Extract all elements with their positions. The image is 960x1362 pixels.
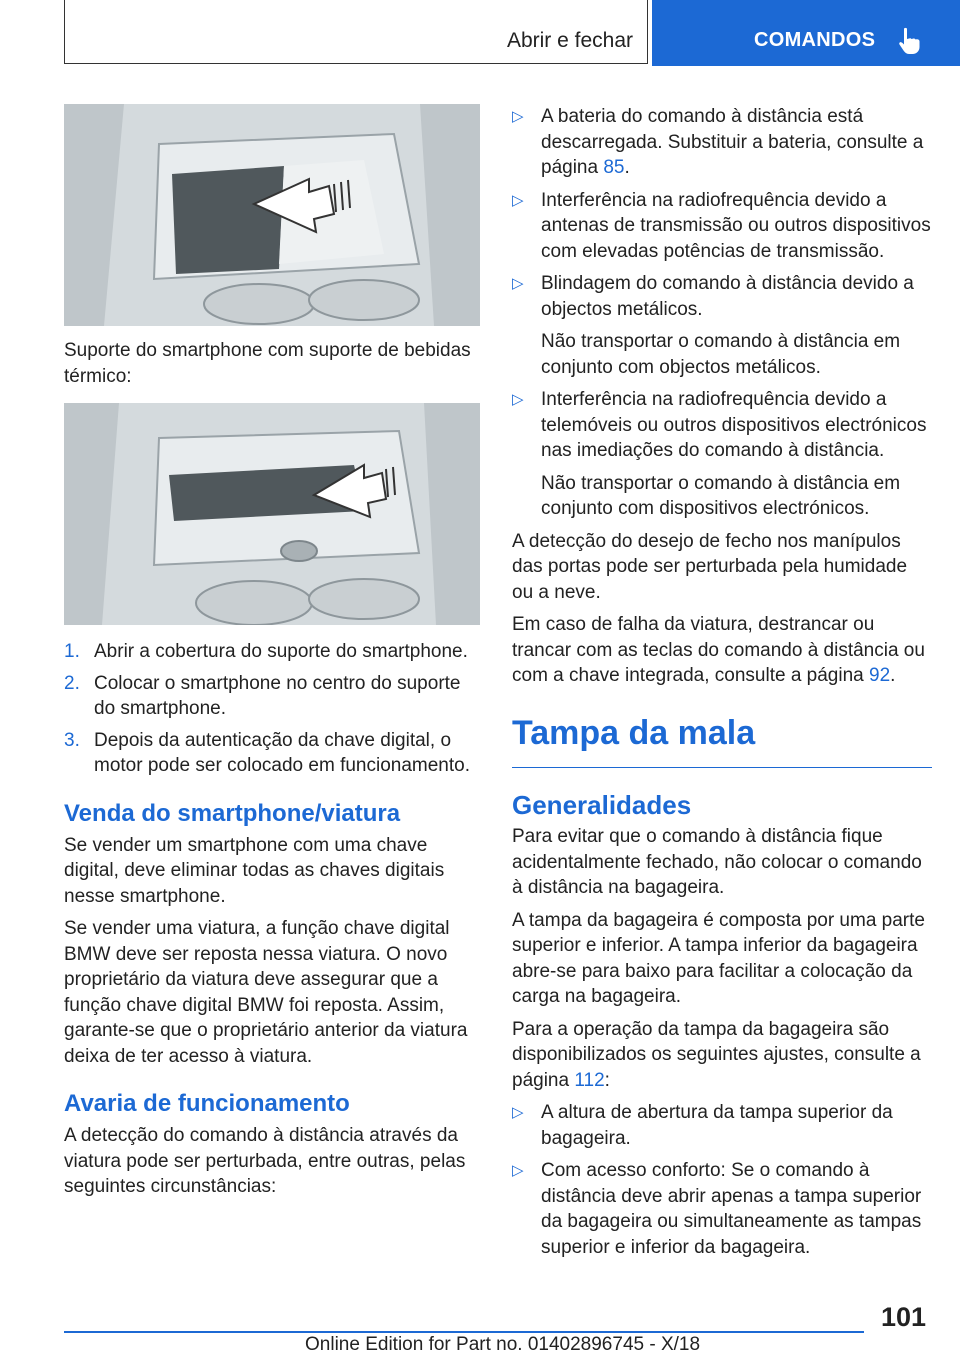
bullet-text-end: .	[624, 157, 630, 178]
paragraph: A detecção do comando à distância através da viatura pode ser perturbada, entre outras, pelas seguintes circunstâncias:	[64, 1125, 466, 1197]
left-column	[64, 104, 480, 1207]
section-tab	[64, 0, 648, 64]
page-number: 101	[880, 1302, 926, 1332]
heading-avaria: Avaria de funcionamento	[64, 1090, 350, 1117]
bullet-item	[512, 1158, 932, 1260]
paragraph-text: Em caso de falha da viatura, destrancar ou trancar com as teclas do comando à distância ou com a chave integrada, consulte a página	[512, 614, 925, 686]
paragraph-text: Para a operação da tampa da bagageira são disponibilizados os seguintes ajustes, consulte a página	[512, 1018, 921, 1091]
page-header	[0, 0, 960, 66]
step-text: Colocar o smartphone no centro do suporte do smartphone.	[94, 672, 461, 719]
bullet-subtext: Não transportar o comando à distância em conjunto com dispositivos electrónicos.	[541, 472, 901, 519]
page-link[interactable]: 92	[869, 665, 891, 686]
footer-text: Online Edition for Part no. 01402896745 - X/18	[305, 1334, 701, 1355]
section-title: Abrir e fechar	[506, 29, 633, 52]
heading-generalidades: Generalidades	[512, 790, 692, 820]
step-item	[64, 671, 480, 722]
chapter-tab	[652, 0, 960, 66]
footer-rule	[64, 1331, 864, 1333]
bullet-item	[512, 387, 932, 522]
bullet-marker: ▷	[512, 1162, 524, 1179]
step-number: 1.	[64, 641, 80, 662]
bullet-text: A altura de abertura da tampa superior da bagageira.	[541, 1102, 893, 1149]
bullet-text: A bateria do comando à distância está descarregada. Substituir a bateria, consulte a página	[541, 106, 924, 178]
photo-smartphone-holder	[64, 104, 480, 326]
bullet-text: Interferência na radiofrequência devido a telemóveis ou outros dispositivos electrónicos nas imediações do comando à distância.	[541, 389, 927, 461]
paragraph: A detecção do desejo de fecho nos manípulos das portas pode ser perturbada pela humidade ou a neve.	[512, 530, 908, 603]
paragraph: Para evitar que o comando à distância fique acidentalmente fechado, não colocar o comando à distância na bagageira.	[512, 826, 922, 898]
bullet-marker: ▷	[512, 1104, 524, 1121]
photo-smartphone-holder-thermal	[64, 403, 480, 625]
heading-venda: Venda do smartphone/viatura	[64, 799, 401, 827]
chapter-title: COMANDOS	[754, 29, 876, 51]
heading-tampa: Tampa da mala	[512, 713, 756, 752]
bullet-marker: ▷	[512, 191, 524, 209]
paragraph	[512, 612, 932, 689]
paragraph: A tampa da bagageira é composta por uma parte superior e inferior. A tampa inferior da bagageira abre-se para baixo para facilitar a colocação da carga na bagageira.	[512, 909, 925, 1007]
bullet-marker: ▷	[512, 275, 524, 292]
image-caption: Suporte do smartphone com suporte de bebidas térmico:	[64, 340, 471, 387]
bullet-item	[512, 271, 932, 380]
paragraph	[512, 1017, 932, 1094]
paragraph: Se vender um smartphone com uma chave digital, deve eliminar todas as chaves digitais nesse smartphone.	[64, 834, 445, 907]
bullet-marker: ▷	[512, 108, 524, 125]
bullet-item	[512, 104, 932, 181]
bullet-item	[512, 1100, 932, 1151]
bullet-item	[512, 188, 932, 265]
paragraph: Se vender uma viatura, a função chave digital BMW deve ser reposta nessa viatura. O novo proprietário da viatura deve assegurar que a função chave digital BMW foi reposta. Assim, garante-se que o proprietário anterior da viatura deixa de ter acesso à viatura.	[64, 918, 468, 1067]
paragraph-text-end: .	[890, 665, 896, 686]
bullet-marker: ▷	[512, 391, 524, 408]
paragraph-text-end: :	[604, 1069, 610, 1091]
bullet-text: Com acesso conforto: Se o comando à distância deve abrir apenas a tampa superior da bagageira ou simultaneamente as tampas superior e inferior da bagageira.	[541, 1160, 922, 1258]
heading-rule	[512, 767, 932, 769]
step-text: Abrir a cobertura do suporte do smartphone.	[94, 641, 468, 662]
step-number: 2.	[64, 672, 80, 694]
page-link[interactable]: 112	[574, 1069, 605, 1091]
step-number: 3.	[64, 729, 80, 751]
right-column	[512, 104, 932, 1267]
step-text: Depois da autenticação da chave digital, o motor pode ser colocado em funcionamento.	[94, 729, 470, 776]
page-link[interactable]: 85	[603, 157, 625, 178]
bullet-text: Blindagem do comando à distância devido a objectos metálicos.	[541, 273, 914, 320]
step-item	[64, 639, 480, 665]
bullet-subtext: Não transportar o comando à distância em conjunto com objectos metálicos.	[541, 331, 901, 378]
hand-pointer-icon	[898, 27, 922, 55]
step-item	[64, 728, 480, 779]
bullet-text: Interferência na radiofrequência devido a antenas de transmissão ou outros dispositivos com elevadas potências de transmissão.	[541, 189, 931, 262]
